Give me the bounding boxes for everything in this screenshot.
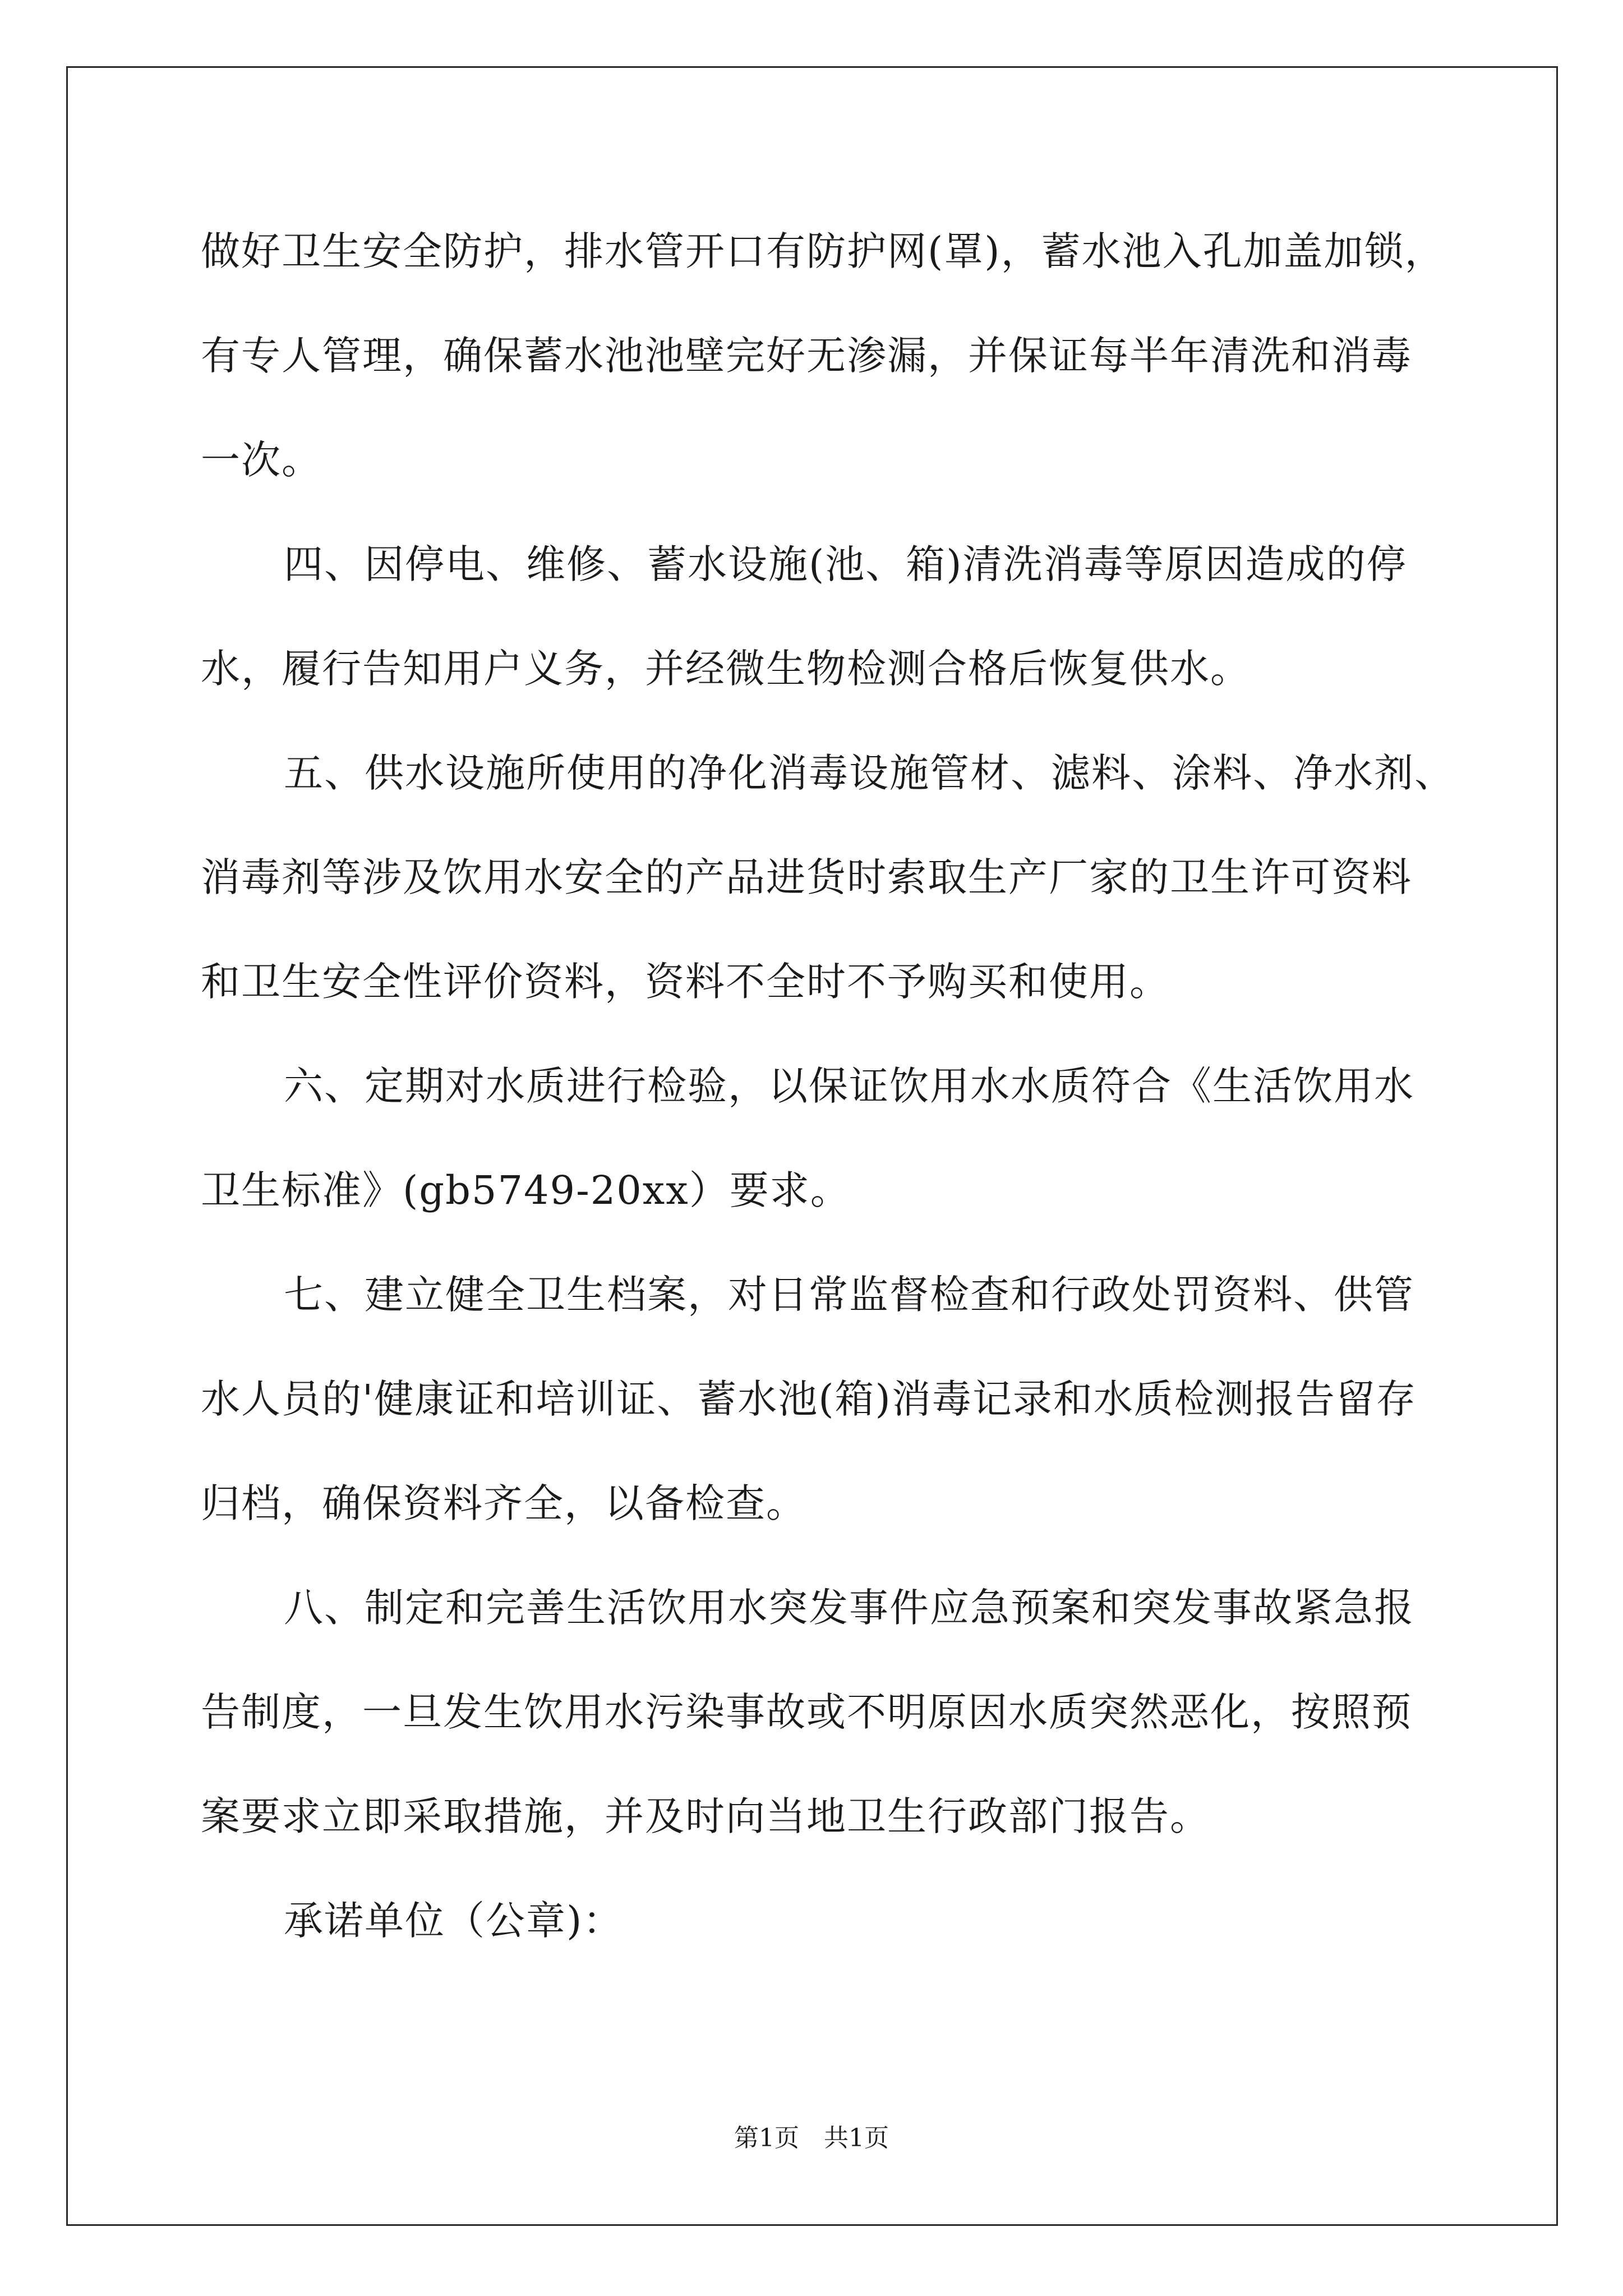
body-line: 卫生标准》(gb5749-20xx）要求。 [201, 1167, 851, 1213]
paragraph-8-line: 八、制定和完善生活饮用水突发事件应急预案和突发事故紧急报 [284, 1585, 1414, 1631]
body-line: 归档，确保资料齐全，以备检查。 [201, 1480, 806, 1526]
paragraph-4-line: 四、因停电、维修、蓄水设施(池、箱)清洗消毒等原因造成的停 [284, 541, 1407, 587]
body-line: 做好卫生安全防护，排水管开口有防护网(罩)，蓄水池入孔加盖加锁， [201, 228, 1445, 274]
body-line: 水，履行告知用户义务，并经微生物检测合格后恢复供水。 [201, 646, 1251, 692]
paragraph-5-line: 五、供水设施所使用的净化消毒设施管材、滤料、涂料、净水剂、 [284, 750, 1455, 796]
signature-line: 承诺单位（公章)： [284, 1898, 624, 1944]
body-line: 消毒剂等涉及饮用水安全的产品进货时索取生产厂家的卫生许可资料 [201, 854, 1412, 900]
body-line: 告制度，一旦发生饮用水污染事故或不明原因水质突然恶化，按照预 [201, 1689, 1412, 1735]
body-line: 有专人管理，确保蓄水池池壁完好无渗漏，并保证每半年清洗和消毒 [201, 333, 1412, 379]
page-number: 第1页 共1页 [734, 2124, 889, 2152]
body-line: 和卫生安全性评价资料，资料不全时不予购买和使用。 [201, 959, 1170, 1005]
body-line: 一次。 [201, 437, 322, 483]
paragraph-6-line: 六、定期对水质进行检验，以保证饮用水水质符合《生活饮用水 [284, 1063, 1414, 1109]
body-line: 案要求立即采取措施，并及时向当地卫生行政部门报告。 [201, 1793, 1210, 1839]
body-line: 水人员的'健康证和培训证、蓄水池(箱)消毒记录和水质检测报告留存 [201, 1376, 1417, 1422]
paragraph-7-line: 七、建立健全卫生档案，对日常监督检查和行政处罚资料、供管 [284, 1272, 1414, 1318]
